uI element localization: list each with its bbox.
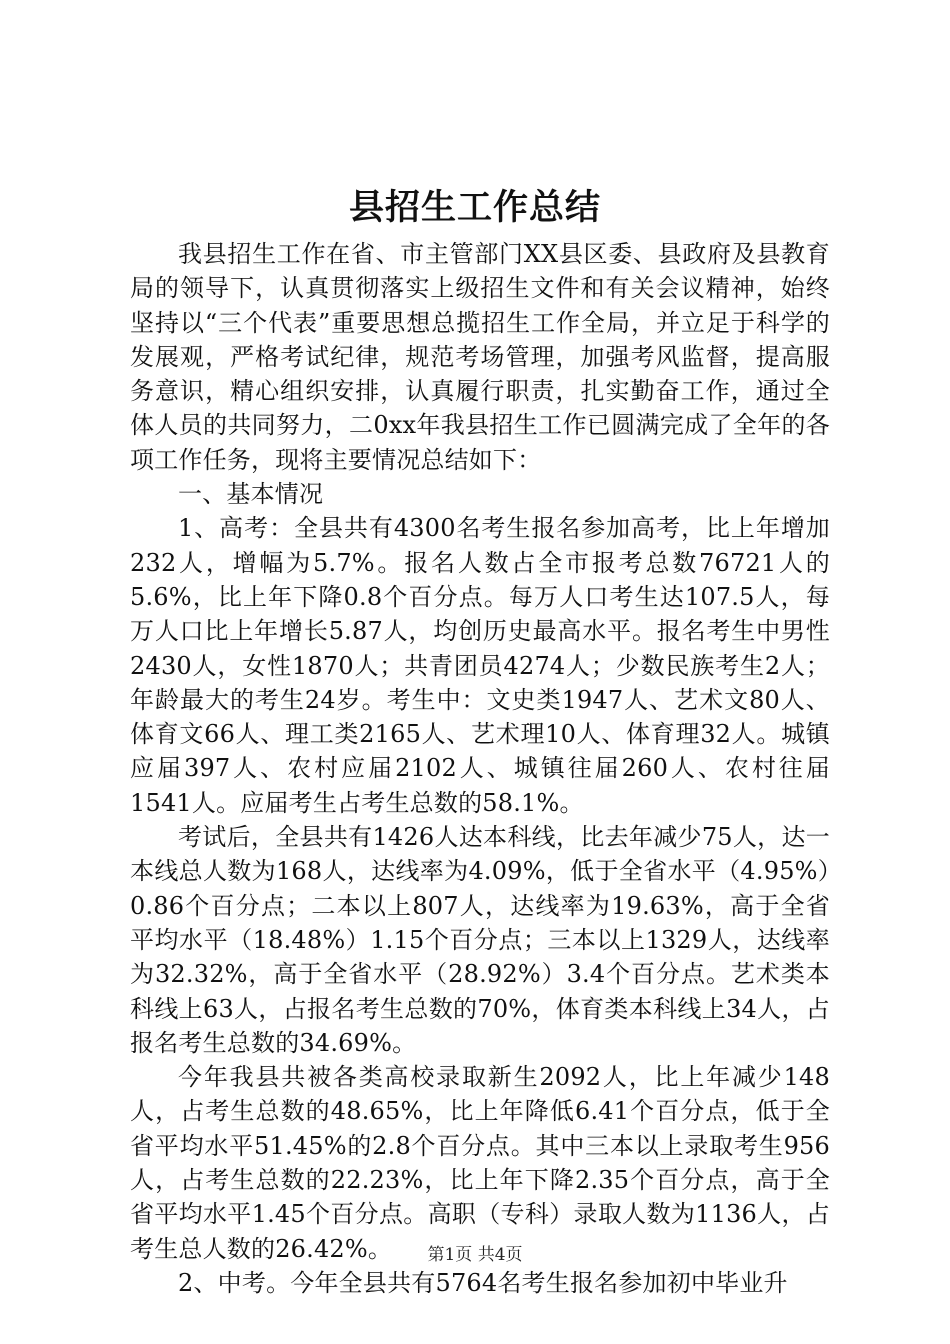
paragraph-intro: 我县招生工作在省、市主管部门XX县区委、县政府及县教育局的领导下，认真贯彻落实上级招生文件和有关会议精神，始终坚持以“三个代表”重要思想总揽招生工作全局，并立足于科学的发展观，严格考试纪律，规范考场管理，加强考风监督，提高服务意识，精心组织安排，认真履行职责，扎实勤奋工作，通过全体人员的共同努力，二0xx年我县招生工作已圆满完成了全年的各项工作任务，现将主要情况总结如下：	[130, 240, 830, 474]
document-body	[130, 237, 830, 1300]
page-number-footer: 第1页 共4页	[427, 1245, 523, 1265]
paragraph-zhongkao: 2、中考。今年全县共有5764名考生报名参加初中毕业升	[178, 1268, 788, 1297]
page-title: 县招生工作总结	[348, 187, 601, 228]
paragraph-gaokao: 1、高考：全县共有4300名考生报名参加高考，比上年增加232人，增幅为5.7%。报名人数占全市报考总数76721人的5.6%，比上年下降0.8个百分点。每万人口考生达107.5人，每万人口比上年增长5.87人，均创历史最高水平。报名考生中男性2430人，女性1870人；共青团员4274人；少数民族考生2人；年龄最大的考生24岁。考生中：文史类1947人、艺术文80人、体育文66人、理工类2165人、艺术理10人、体育理32人。城镇应届397人、农村应届2102人、城镇往届260人、农村往届1541人。应届考生占考生总数的58.1%。	[130, 514, 830, 817]
paragraph-exam-results: 考试后，全县共有1426人达本科线，比去年减少75人，达一本线总人数为168人，达线率为4.09%，低于全省水平（4.95%）0.86个百分点；二本以上807人，达线率为19.63%，高于全省平均水平（18.48%）1.15个百分点；三本以上1329人，达线率为32.32%，高于全省水平（28.92%）3.4个百分点。艺术类本科线上63人，占报名考生总数的70%，体育类本科线上34人，占报名考生总数的34.69%。	[130, 823, 830, 1057]
paragraph-admissions: 今年我县共被各类高校录取新生2092人，比上年减少148人，占考生总数的48.65%，比上年降低6.41个百分点，低于全省平均水平51.45%的2.8个百分点。其中三本以上录取考生956人，占考生总数的22.23%，比上年下降2.35个百分点，高于全省平均水平1.45个百分点。高职（专科）录取人数为1136人，占考生总人数的26.42%。	[130, 1063, 830, 1263]
section-heading-basic-situation: 一、基本情况	[178, 480, 324, 509]
